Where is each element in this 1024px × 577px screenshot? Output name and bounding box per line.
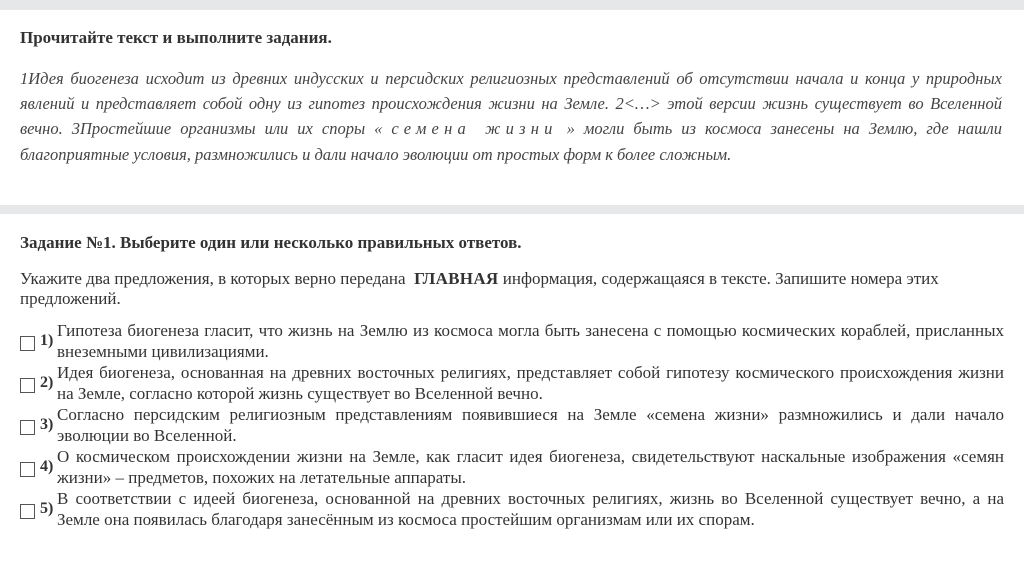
answer-checkbox-3[interactable] xyxy=(20,420,35,435)
passage-sparse-phrase: семена жизни xyxy=(391,119,558,139)
answer-option-5[interactable] xyxy=(20,488,1004,530)
reading-heading: Прочитайте текст и выполните задания. xyxy=(20,28,332,47)
task-card xyxy=(0,214,1024,577)
reading-passage xyxy=(20,66,1002,167)
instruction-after: информация, содержащаяся в тексте. Запишите номера этих предложений. xyxy=(20,269,939,308)
instruction-before: Укажите два предложения, в которых верно передана xyxy=(20,269,406,288)
answer-option-1[interactable] xyxy=(20,320,1004,362)
answer-option-3[interactable] xyxy=(20,404,1004,446)
option-text: Согласно персидским религиозным представлениям появившиеся на Земле «семена жизни» размножились и дали начало эволюции во Вселенной. xyxy=(57,405,1004,445)
passage-part-2: » могли быть из космоса занесены на Землю, где нашли благоприятные условия, размножились и дали начало эволюции от простых форм к более сложным. xyxy=(20,119,1003,164)
option-text: Гипотеза биогенеза гласит, что жизнь на Землю из космоса могла быть занесена с помощью космических кораблей, присланных внеземными цивилизациями. xyxy=(57,321,1004,361)
answer-checkbox-1[interactable] xyxy=(20,336,35,351)
task-instruction xyxy=(20,269,1002,309)
answer-option-2[interactable] xyxy=(20,362,1004,404)
reading-text-card xyxy=(0,10,1024,205)
answer-options xyxy=(20,320,1004,530)
answer-option-4[interactable] xyxy=(20,446,1004,488)
answer-checkbox-5[interactable] xyxy=(20,504,35,519)
option-number: 5) xyxy=(40,500,54,517)
answer-checkbox-4[interactable] xyxy=(20,462,35,477)
option-number: 4) xyxy=(40,458,54,475)
option-number: 1) xyxy=(40,332,54,349)
option-text: В соответствии с идеей биогенеза, основанной на древних восточных религиях, жизнь во Вселенной существует вечно, а на Земле она появилась благодаря занесённым из космоса простейшим организмам или их спорам. xyxy=(57,489,1004,529)
passage-part-1: 1Идея биогенеза исходит из древних индусских и персидских религиозных представлений об отсутствии начала и конца у природных явлений и представляет собой одну из гипотез происхождения жизни на Земле. 2<…> этой версии жизнь существует во Вселенной вечно. 3Простейшие организмы или их споры « xyxy=(20,69,1002,139)
instruction-emphasis: ГЛАВНАЯ xyxy=(414,269,499,288)
option-text: О космическом происхождении жизни на Земле, как гласит идея биогенеза, свидетельствуют наскальные изображения «семян жизни» – предметов, похожих на летательные аппараты. xyxy=(57,447,1004,487)
option-number: 3) xyxy=(40,416,54,433)
task-heading: Задание №1. Выберите один или несколько правильных ответов. xyxy=(20,233,522,252)
option-text: Идея биогенеза, основанная на древних восточных религиях, представляет собой гипотезу космического происхождения жизни на Земле, согласно которой жизнь существует во Вселенной вечно. xyxy=(57,363,1004,403)
option-number: 2) xyxy=(40,374,54,391)
answer-checkbox-2[interactable] xyxy=(20,378,35,393)
